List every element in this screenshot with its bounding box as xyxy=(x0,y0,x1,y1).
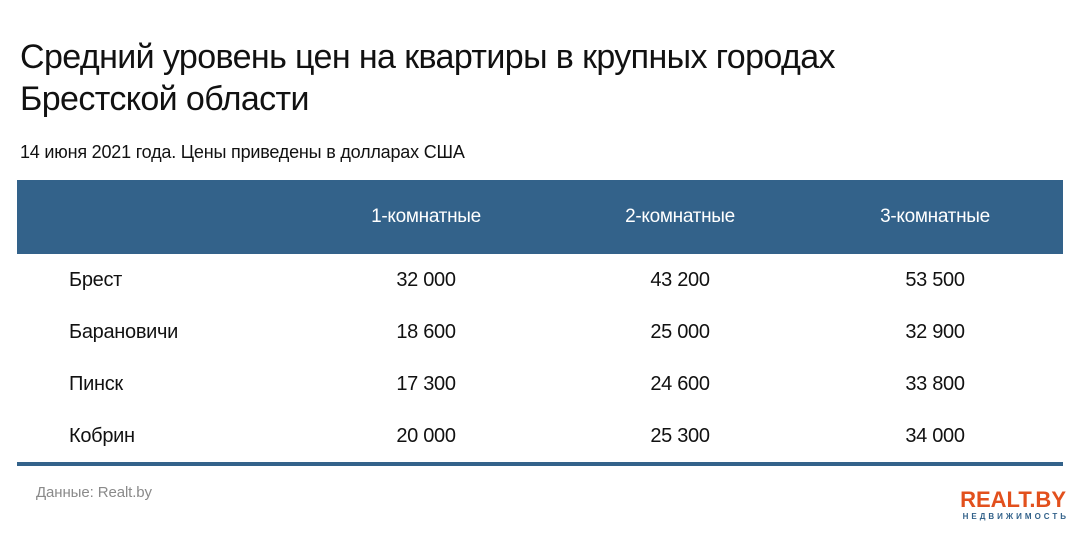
logo-tagline: НЕДВИЖИМОСТЬ xyxy=(962,512,1069,521)
cell-3-room: 53 500 xyxy=(905,269,965,291)
chart-subtitle: 14 июня 2021 года. Цены приведены в долларах США xyxy=(20,142,465,162)
cell-3-room: 34 000 xyxy=(905,425,965,447)
cell-3-room: 33 800 xyxy=(905,373,965,395)
table-row xyxy=(17,254,1063,306)
row-city: Барановичи xyxy=(69,321,179,343)
column-header-1-room: 1-комнатные xyxy=(371,206,481,227)
title-line-2: Брестской области xyxy=(20,80,309,118)
table-row xyxy=(17,306,1063,358)
column-header-3-room: 3-комнатные xyxy=(880,206,990,227)
table-header xyxy=(17,180,1063,254)
table-row xyxy=(17,358,1063,410)
cell-1-room: 17 300 xyxy=(396,373,456,395)
cell-2-room: 43 200 xyxy=(650,269,710,291)
realt-by-logo xyxy=(960,487,1069,522)
price-table xyxy=(17,180,1063,466)
row-city: Кобрин xyxy=(69,425,135,447)
cell-2-room: 25 300 xyxy=(650,425,710,447)
cell-1-room: 20 000 xyxy=(396,425,456,447)
cell-1-room: 32 000 xyxy=(396,269,456,291)
title-line-1: Средний уровень цен на квартиры в крупных городах xyxy=(20,38,835,76)
cell-3-room: 32 900 xyxy=(905,321,965,343)
row-city: Пинск xyxy=(69,373,123,395)
logo-wordmark: REALT.BY xyxy=(960,487,1066,512)
row-city: Брест xyxy=(69,269,123,291)
table-bottom-rule xyxy=(17,462,1063,466)
cell-2-room: 25 000 xyxy=(650,321,710,343)
cell-2-room: 24 600 xyxy=(650,373,710,395)
data-source-note: Данные: Realt.by xyxy=(36,484,152,501)
column-header-2-room: 2-комнатные xyxy=(625,206,735,227)
chart-title xyxy=(20,36,1020,120)
cell-1-room: 18 600 xyxy=(396,321,456,343)
table-row xyxy=(17,410,1063,462)
